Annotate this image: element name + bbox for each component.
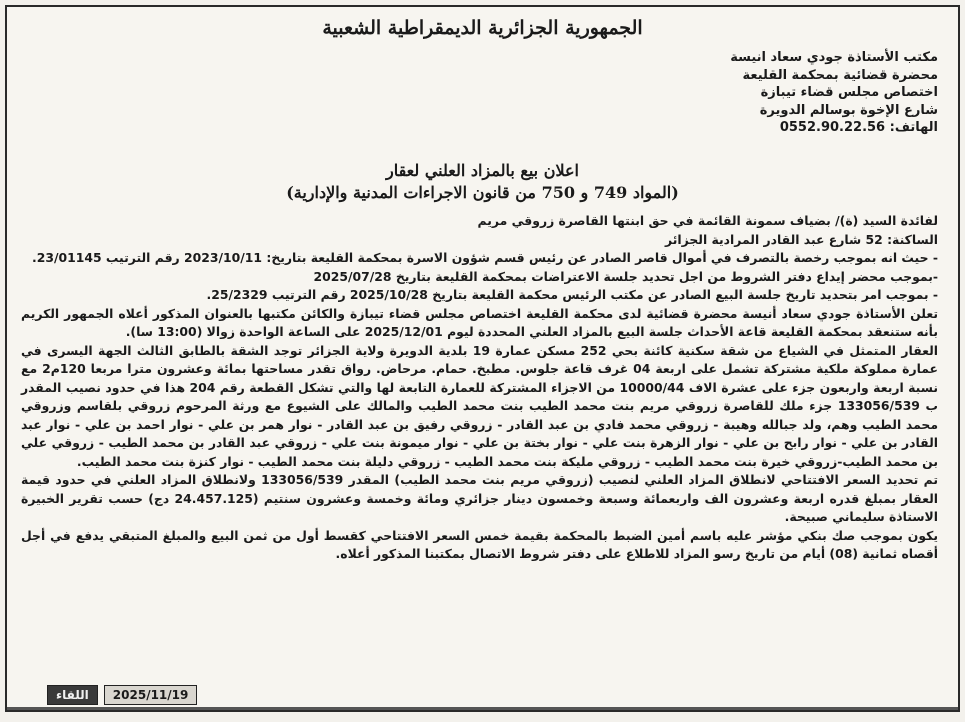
body-paragraph: تم تحديد السعر الافتتاحي لانطلاق المزاد العلني لنصيب (زروقي مريم بنت محمد الطيب) المقدر 133056/539 ولانطلاق المزاد العلني في حدود قيمة العقار بمبلغ قدره اربعة وعشرون الف واربعمائة وسبعة وخمسون دينار جزائري ومائة وخمسة وعشرون سنتيم (24.457.125 دج) حسب تقرير الخبيرة الاستاذة سليماني صبيحة.	[21, 472, 938, 524]
notice-title-block	[7, 160, 958, 204]
office-line: محضرة قضائية بمحكمة القليعة	[742, 67, 938, 83]
body-paragraph: - حيث انه بموجب رخصة بالتصرف في أموال قاصر الصادر عن رئيس قسم شؤون الاسرة بمحكمة القليعة بتاريخ: 2023/10/11 رقم الترتيب 23/01145.	[32, 250, 938, 265]
legal-notice-page	[5, 5, 960, 712]
office-line: اختصاص مجلس قضاء تيبازة	[760, 85, 938, 100]
body-paragraph: الساكنة: 52 شارع عبد القادر المرادية الجزائر	[665, 231, 938, 247]
newspaper-name: اللقاء	[47, 685, 98, 705]
bottom-divider	[7, 707, 958, 710]
office-line: شارع الإخوة بوسالم الدويرة	[759, 102, 938, 118]
body-paragraph: يكون بموجب صك بنكي مؤشر عليه باسم أمين الضبط بالمحكمة بقيمة خمس السعر الافتتاحي كقسط أول من ثمن البيع والمبلغ المتبقي يدفع في أجل أقصاه ثمانية (08) أيام من تاريخ رسو المزاد للاطلاع على دفتر شروط الاتصال بمكتبنا المذكور أعلاه.	[21, 527, 938, 561]
body-paragraph: لفائدة السيد (ة)/ بضياف سمونة القائمة في حق ابنتها القاصرة زروقي مريم	[477, 213, 938, 228]
publication-footer	[47, 684, 197, 706]
body-paragraph: - بموجب امر بتحديد تاريخ جلسة البيع الصادر عن مكتب الرئيس محكمة القليعة بتاريخ 2025/10/28 رقم الترتيب 25/2329.	[206, 287, 938, 302]
bailiff-office-block	[378, 49, 938, 137]
office-phone: الهاتف: 0552.90.22.56	[779, 120, 938, 135]
republic-header: الجمهورية الجزائرية الديمقراطية الشعبية	[322, 17, 643, 39]
body-paragraph: تعلن الأستاذة جودي سعاد أنيسة محضرة قضائية لدى محكمة القليعة اختصاص مجلس قضاء تيبازة والكائن مكتبها بالعنوان المذكور أعلاه الجمهور الكريم بأنه ستنعقد بمحكمة القليعة قاعة الأحداث جلسة البيع بالمزاد العلني المحددة ليوم 2025/12/01 على الساعة الواحدة زوالا (13:00 سا).	[21, 305, 938, 339]
body-paragraph: -بموجب محضر إيداع دفتر الشروط من اجل تحديد جلسة الاعتراضات بمحكمة القليعة بتاريخ 2025/07/28	[313, 268, 938, 284]
office-line: مكتب الأستاذة جودي سعاد انيسة	[730, 50, 938, 65]
notice-body	[21, 212, 938, 564]
body-paragraph: العقار المتمثل في الشياع من شقة سكنية كائنة بحي 252 مسكن عمارة 19 بلدية الدويرة ولاية الجزائر توجد الشقة بالطابق الثالث الجهة اليسرى في عمارة مملوكة ملكية مشتركة تشمل على اربعة 04 غرف قاعة جلوس. مطبخ. حمام. مرحاض. رواق تقدر مساحتها بمائة وعشرون مترا مربعا 120م2 مع نسبة اربعة واربعون جزء على عشرة الاف 10000/44 من الاجزاء المشتركة للعمارة التابعة لها والتي تشكل القطعة رقم 204 هذا في حدود نصيب المقدر ب 133056/539 جزء ملك للقاصرة زروقي مريم بنت محمد الطيب بنت محمد الطيب والمالك على الشيوع مع ورثة المرحوم زروقي بلقاسم وزروقي محمد الطيب وهم، ولد جبالله وهيبة - زروقي محمد فادي بن عبد القادر - زروقي رفيق بن عبد القادر - نوار همر بن علي - نوار احمد بن علي - نوار عبد القادر بن علي - نوار رابح بن علي - نوار الزهرة بنت علي - نوار بختة بن علي - نوار ميمونة بنت علي - زروقي عبد القادر بن محمد الطيب - زروقي علي بن محمد الطيب-زروقي خيرة بنت محمد الطيب - زروقي مليكة بنت محمد الطيب - زروقي دليلة بنت محمد الطيب - نوار كنزة بنت محمد الطيب.	[21, 342, 939, 469]
notice-title: اعلان بيع بالمزاد العلني لعقار	[385, 161, 579, 180]
publication-date: 2025/11/19	[104, 685, 198, 705]
notice-subtitle: (المواد 749 و 750 من قانون الاجراءات المدنية والإدارية)	[286, 183, 679, 202]
